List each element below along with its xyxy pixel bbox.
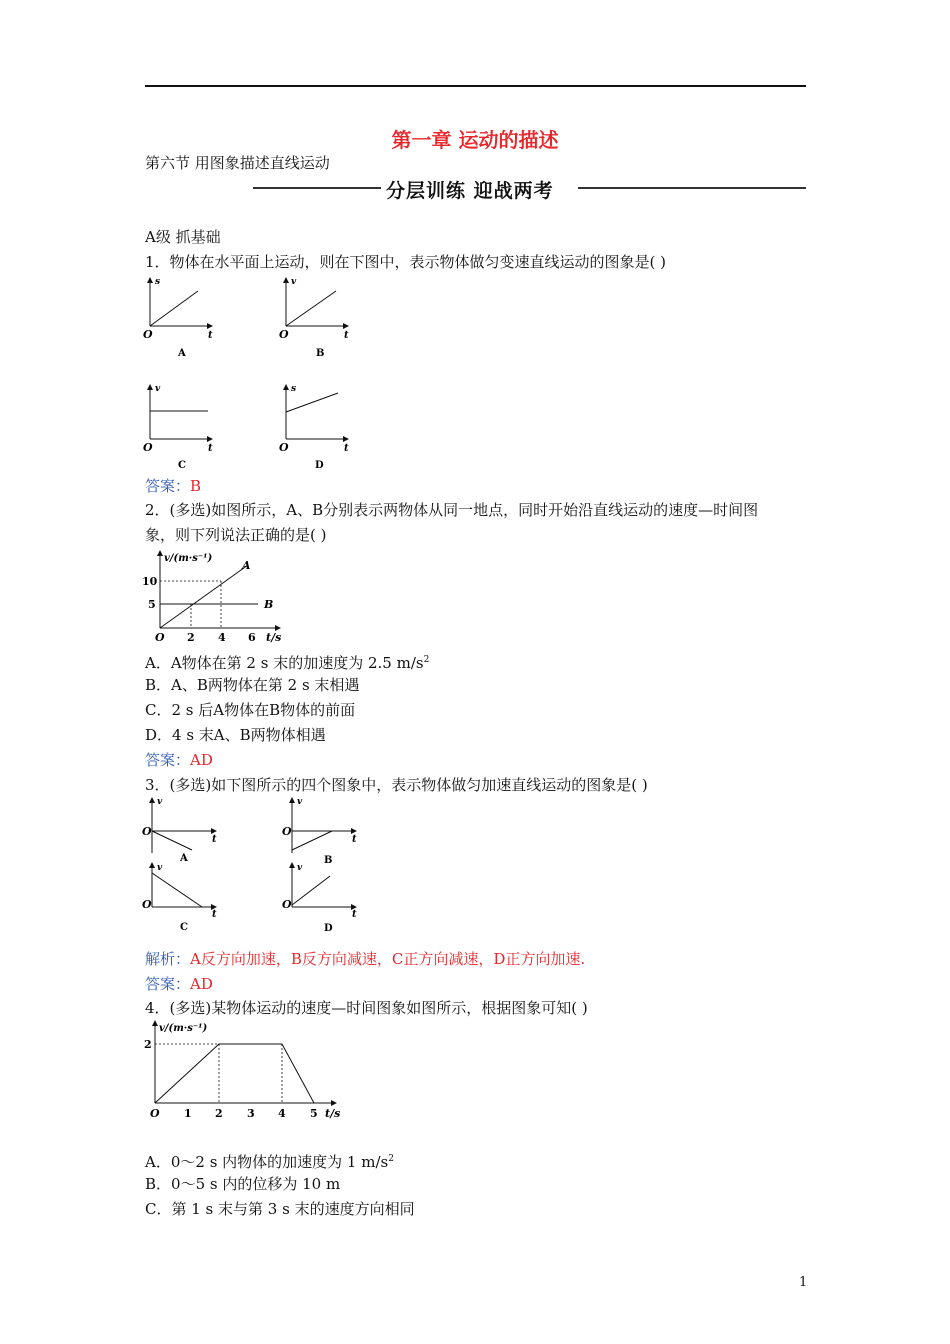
q1-b-label: B xyxy=(316,348,325,359)
q3-d-origin: O xyxy=(282,898,292,911)
q3-graph-c xyxy=(142,863,217,933)
banner-line-left xyxy=(253,187,381,189)
q3-c-label: C xyxy=(180,922,188,933)
q2-line-a xyxy=(160,565,248,628)
q4-graph xyxy=(140,1018,355,1128)
q2-stem-line2: 象，则下列说法正确的是( ) xyxy=(145,526,327,544)
q2-y-tick-5: 5 xyxy=(148,598,156,611)
q3-graphs xyxy=(140,795,370,940)
q4-y-tick-2: 2 xyxy=(144,1038,152,1051)
q2-stem-line1: 2．(多选)如图所示，A、B分别表示两物体从同一地点，同时开始沿直线运动的速度—时间图 xyxy=(145,501,759,519)
q3-analysis-label: 解析： xyxy=(145,950,191,968)
q3-c-origin: O xyxy=(142,898,152,911)
q1-c-label: C xyxy=(178,460,186,471)
q1-graph-a xyxy=(143,277,213,359)
q4-option-a-sup: 2 xyxy=(388,1154,394,1164)
q4-x-tick-2: 2 xyxy=(215,1107,223,1120)
q2-option-a-sup: 2 xyxy=(423,655,430,665)
q3-a-x-label: t xyxy=(212,834,217,845)
q4-x-tick-5: 5 xyxy=(310,1107,318,1120)
q4-option-b: B．0～5 s 内的位移为 10 m xyxy=(145,1175,341,1193)
q2-x-tick-4: 4 xyxy=(218,631,226,644)
q1-graphs xyxy=(140,272,370,472)
q1-b-y-label: v xyxy=(291,277,297,287)
page-number: 1 xyxy=(799,1275,808,1290)
q2-y-label: v/(m·s⁻¹) xyxy=(164,553,213,564)
q1-d-y-label: s xyxy=(291,384,297,394)
q4-x-tick-1: 1 xyxy=(184,1107,192,1120)
section-title: 第六节 用图象描述直线运动 xyxy=(145,154,330,172)
banner xyxy=(253,176,806,200)
q2-answer-label: 答案： xyxy=(145,751,191,769)
q2-graph xyxy=(140,548,300,648)
q3-d-y-label: v xyxy=(297,863,303,873)
q1-b-x-label: t xyxy=(344,330,349,341)
q2-x-label: t/s xyxy=(266,631,282,644)
q3-analysis xyxy=(145,949,585,969)
q4-option-a-text: A．0～2 s 内物体的加速度为 1 m/s xyxy=(145,1153,389,1171)
q2-x-tick-2: 2 xyxy=(187,631,195,644)
header-rule xyxy=(145,85,806,87)
q3-graph-d xyxy=(282,863,357,934)
q1-graph-d xyxy=(279,384,349,471)
q3-answer-label: 答案： xyxy=(145,975,191,993)
q2-option-d: D．4 s 末A、B两物体相遇 xyxy=(145,726,326,744)
q3-d-x-label: t xyxy=(352,909,357,920)
q1-c-origin: O xyxy=(143,441,153,454)
q2-option-a xyxy=(145,650,429,673)
q1-a-origin: O xyxy=(143,328,153,341)
q3-stem: 3．(多选)如下图所示的四个图象中，表示物体做匀加速直线运动的图象是( ) xyxy=(145,776,648,794)
q1-d-origin: O xyxy=(279,441,289,454)
q4-x-tick-4: 4 xyxy=(278,1107,286,1120)
banner-text: 分层训练 迎战两考 xyxy=(386,180,554,202)
q4-y-label: v/(m·s⁻¹) xyxy=(159,1023,208,1034)
q2-option-a-text: A．A物体在第 2 s 末的加速度为 2.5 m/s xyxy=(145,654,424,672)
q4-option-a xyxy=(145,1149,394,1172)
q3-analysis-text: A反方向加速，B反方向减速，C正方向减速，D正方向加速. xyxy=(190,950,586,968)
level-heading: A级 抓基础 xyxy=(145,228,221,246)
q3-b-label: B xyxy=(324,855,333,866)
q1-c-y-label: v xyxy=(155,384,161,394)
q1-stem: 1．物体在水平面上运动，则在下图中，表示物体做匀变速直线运动的图象是( ) xyxy=(145,253,667,271)
chapter-title: 第一章 运动的描述 xyxy=(391,128,559,152)
q2-x-tick-6: 6 xyxy=(248,631,256,644)
q3-b-x-label: t xyxy=(352,834,357,845)
q3-b-origin: O xyxy=(282,825,292,838)
q1-d-label: D xyxy=(315,460,324,471)
banner-line-right xyxy=(578,187,806,189)
q4-option-c: C．第 1 s 末与第 3 s 末的速度方向相同 xyxy=(145,1200,415,1218)
q1-d-x-label: t xyxy=(344,443,349,454)
q1-graph-b xyxy=(279,277,349,359)
q4-x-tick-3: 3 xyxy=(247,1107,255,1120)
q1-a-x-label: t xyxy=(208,330,213,341)
q1-a-label: A xyxy=(178,348,186,359)
q3-d-label: D xyxy=(324,923,333,934)
q3-c-y-label: v xyxy=(157,863,163,873)
q4-origin: O xyxy=(150,1107,160,1120)
q3-graph-b xyxy=(282,797,357,866)
q2-option-c: C．2 s 后A物体在B物体的前面 xyxy=(145,701,356,719)
q3-b-y-label: v xyxy=(297,797,303,807)
q2-series-a-label: A xyxy=(242,559,251,572)
q3-a-origin: O xyxy=(142,825,152,838)
q2-option-b: B．A、B两物体在第 2 s 末相遇 xyxy=(145,676,360,694)
q3-c-x-label: t xyxy=(212,909,217,920)
q2-y-tick-10: 10 xyxy=(142,575,158,588)
q1-c-x-label: t xyxy=(208,443,213,454)
q4-x-label: t/s xyxy=(325,1107,341,1120)
q2-series-b-label: B xyxy=(264,598,274,611)
q1-graph-c xyxy=(143,384,213,471)
q3-answer xyxy=(145,974,213,994)
q3-graph-a xyxy=(142,797,217,864)
q1-answer xyxy=(145,476,201,496)
q3-a-y-label: v xyxy=(157,797,163,807)
q2-answer-value: AD xyxy=(190,751,213,769)
q1-answer-value: B xyxy=(190,477,202,495)
q3-a-label: A xyxy=(180,853,188,864)
q4-stem: 4．(多选)某物体运动的速度—时间图象如图所示，根据图象可知( ) xyxy=(145,999,588,1017)
q3-answer-value: AD xyxy=(190,975,213,993)
q2-answer xyxy=(145,750,213,770)
q1-b-origin: O xyxy=(279,328,289,341)
q2-origin: O xyxy=(155,631,165,644)
q4-velocity-line xyxy=(155,1044,314,1103)
q1-answer-label: 答案： xyxy=(145,477,191,495)
q1-a-y-label: s xyxy=(155,277,161,287)
